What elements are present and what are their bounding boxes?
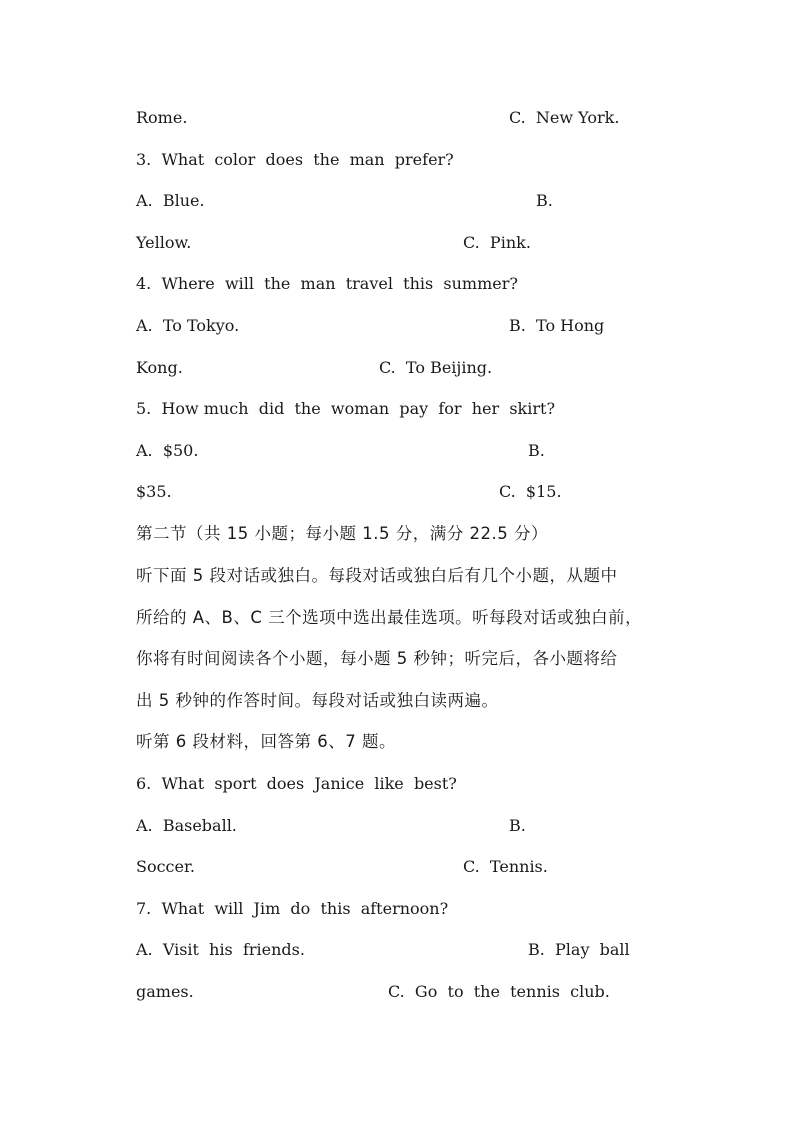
answer-options-line — [0, 480, 794, 504]
option-text: games. — [136, 982, 194, 1001]
option-text: B. — [509, 816, 526, 835]
question-line — [0, 397, 794, 421]
option-text: C. Go to the tennis club. — [388, 982, 610, 1001]
material-intro-text: 听第 6 段材料，回答第 6、7 题。 — [136, 732, 396, 751]
question-line — [0, 897, 794, 921]
material-intro — [0, 730, 794, 754]
instruction-line — [0, 564, 794, 588]
instruction-line — [0, 689, 794, 713]
option-text: Yellow. — [136, 233, 192, 252]
option-text: B. — [536, 191, 553, 210]
instruction-line — [0, 647, 794, 671]
answer-options-line — [0, 855, 794, 879]
option-text: A. To Tokyo. — [136, 316, 240, 335]
option-text: C. Tennis. — [463, 857, 548, 876]
answer-options-line — [0, 814, 794, 838]
answer-options-line — [0, 356, 794, 380]
question-text: 4. Where will the man travel this summer? — [136, 274, 518, 293]
section-heading — [0, 522, 794, 546]
question-line — [0, 148, 794, 172]
option-text: A. Visit his friends. — [136, 940, 305, 959]
option-text: B. — [528, 441, 545, 460]
question-text: 6. What sport does Janice like best? — [136, 774, 457, 793]
instruction-text: 出 5 秒钟的作答时间。每段对话或独白读两遍。 — [136, 691, 499, 710]
instruction-text: 你将有时间阅读各个小题，每小题 5 秒钟；听完后，各小题将给 — [136, 649, 618, 668]
option-text: A. $50. — [136, 441, 199, 460]
instruction-line — [0, 606, 794, 630]
question-text: 5. How much did the woman pay for her skirt? — [136, 399, 556, 418]
question-text: 7. What will Jim do this afternoon? — [136, 899, 449, 918]
question-line — [0, 272, 794, 296]
option-text: Rome. — [136, 108, 188, 127]
answer-options-line — [0, 231, 794, 255]
answer-options-line — [0, 314, 794, 338]
option-text: Soccer. — [136, 857, 195, 876]
option-text: C. $15. — [499, 482, 562, 501]
instruction-text: 听下面 5 段对话或独白。每段对话或独白后有几个小题，从题中 — [136, 566, 618, 585]
option-text: A. Baseball. — [136, 816, 237, 835]
option-text: B. Play ball — [528, 940, 630, 959]
section-heading-text: 第二节（共 15 小题；每小题 1.5 分，满分 22.5 分） — [136, 524, 548, 543]
instruction-text: 所给的 A、B、C 三个选项中选出最佳选项。听每段对话或独白前， — [136, 608, 643, 627]
answer-options-line — [0, 106, 794, 130]
answer-options-line — [0, 189, 794, 213]
option-text: C. To Beijing. — [379, 358, 493, 377]
option-text: $35. — [136, 482, 172, 501]
option-text: C. Pink. — [463, 233, 531, 252]
answer-options-line — [0, 980, 794, 1004]
option-text: B. To Hong — [509, 316, 605, 335]
option-text: A. Blue. — [136, 191, 205, 210]
option-text: C. New York. — [509, 108, 620, 127]
answer-options-line — [0, 439, 794, 463]
question-line — [0, 772, 794, 796]
answer-options-line — [0, 938, 794, 962]
option-text: Kong. — [136, 358, 183, 377]
question-text: 3. What color does the man prefer? — [136, 150, 454, 169]
